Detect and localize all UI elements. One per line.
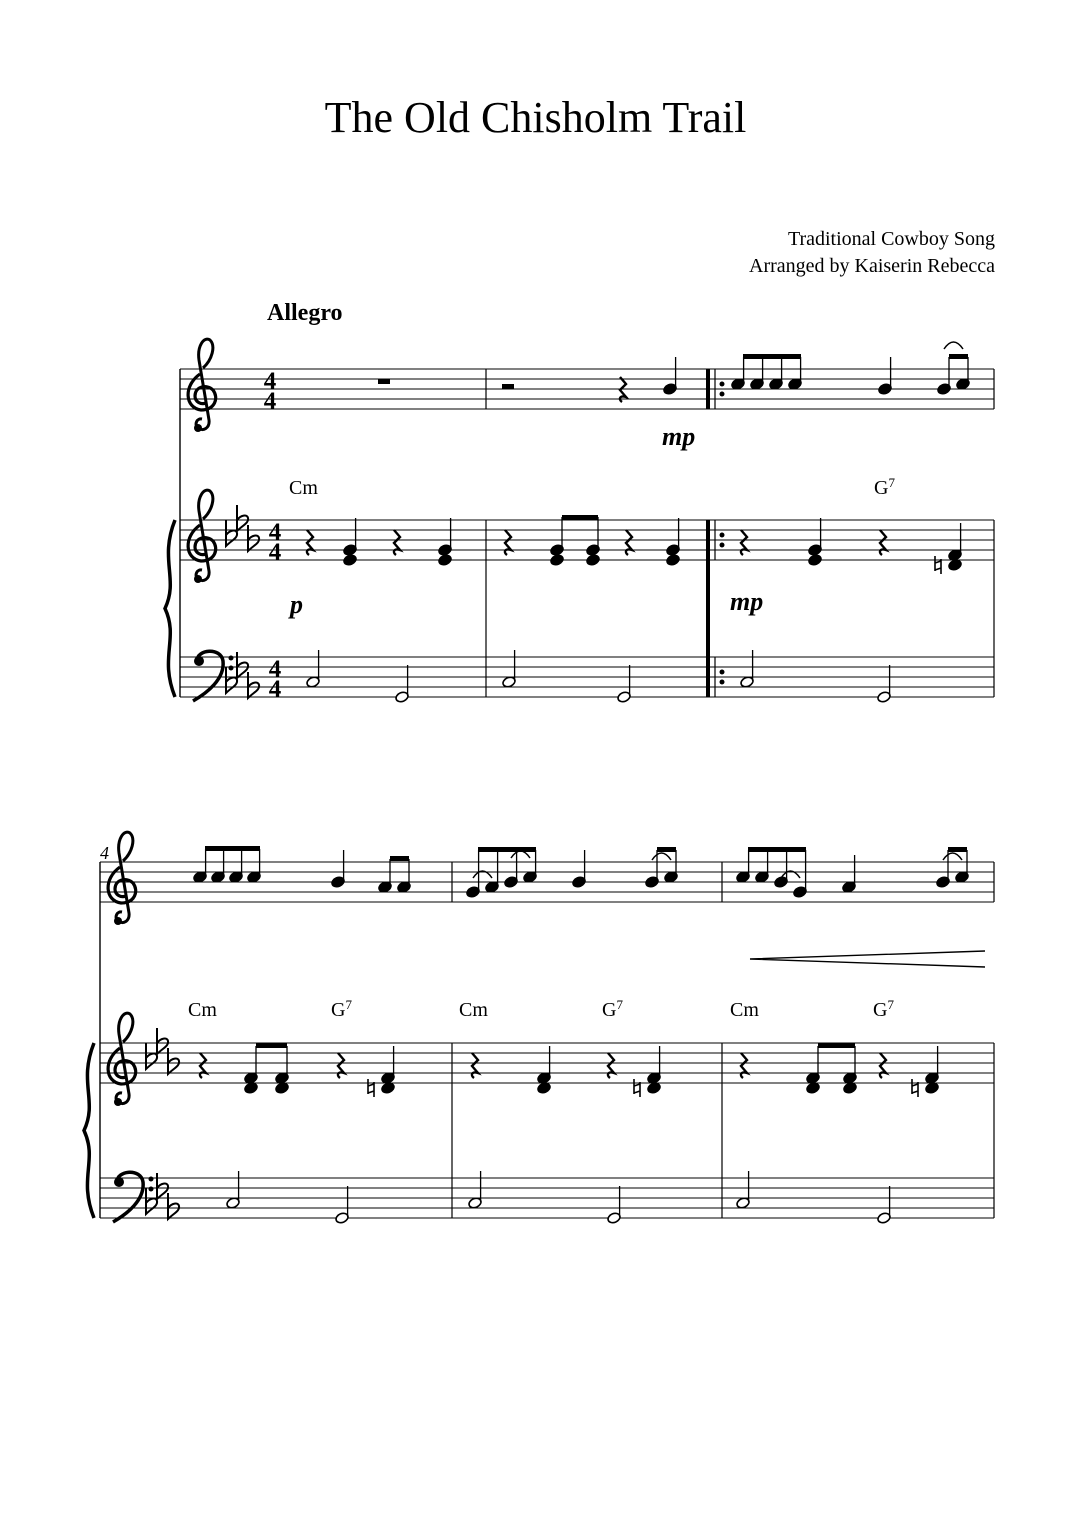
dynamic-p: p — [290, 590, 303, 619]
treble-clef — [188, 339, 216, 432]
quarter-rest — [880, 1053, 886, 1078]
chord-symbol: $G^7$ — [331, 997, 352, 1021]
time-sig-lower: 4 — [263, 388, 277, 415]
quarter-rest — [338, 1053, 344, 1078]
measure-number: 4 — [100, 843, 109, 863]
flat-accidental — [168, 1193, 179, 1219]
repeat-dot — [720, 392, 725, 397]
quarter-rest — [626, 530, 632, 555]
time-sig-upper: 4 — [268, 656, 282, 683]
time-sig-upper: 4 — [268, 519, 282, 546]
quarter-rest — [472, 1053, 478, 1078]
chord-symbol: $G^7$ — [873, 997, 894, 1021]
treble-clef — [108, 1013, 136, 1106]
quarter-rest — [741, 1053, 747, 1078]
piano-brace — [84, 1043, 94, 1218]
beam — [748, 847, 806, 852]
repeat-dot — [720, 543, 725, 548]
chord-symbol: Cm — [289, 477, 318, 499]
beam — [657, 847, 676, 852]
repeat-dot — [720, 670, 725, 675]
note-head — [586, 554, 601, 567]
repeat-dot — [720, 533, 725, 538]
slur — [652, 853, 671, 860]
crescendo-hairpin — [750, 951, 985, 967]
note-head — [666, 554, 681, 567]
half-rest — [502, 384, 514, 389]
flat-accidental — [146, 1043, 157, 1069]
notes-layer — [193, 342, 985, 1224]
quarter-rest — [880, 530, 886, 555]
treble-clef — [188, 490, 216, 583]
time-sig-upper: 4 — [263, 368, 277, 395]
chord-symbol: Cm — [459, 999, 488, 1021]
arranger-line: Arranged by Kaiserin Rebecca — [749, 255, 995, 277]
bass-clef — [193, 651, 234, 701]
beam — [256, 1043, 287, 1048]
beam — [390, 856, 409, 861]
flat-accidental — [248, 672, 259, 698]
piece-title: The Old Chisholm Trail — [324, 93, 747, 142]
beam — [562, 515, 598, 520]
time-sig-lower: 4 — [268, 539, 282, 566]
beam — [949, 354, 968, 359]
repeat-dot — [720, 382, 725, 387]
tempo-marking: Allegro — [267, 300, 343, 326]
note-head — [808, 554, 823, 567]
quarter-rest — [608, 1053, 614, 1078]
quarter-rest — [394, 530, 400, 555]
treble-clef — [108, 832, 136, 925]
flat-accidental — [226, 520, 237, 546]
chord-symbol: $G^7$ — [602, 997, 623, 1021]
flat-accidental — [157, 1028, 168, 1054]
slur — [943, 853, 962, 860]
composer-line: Traditional Cowboy Song — [787, 228, 995, 250]
beam — [478, 847, 536, 852]
slur — [511, 851, 530, 858]
dynamic-mp: mp — [662, 422, 696, 451]
text-layer — [100, 368, 895, 1021]
natural-accidental — [634, 1079, 640, 1097]
beam — [948, 847, 967, 852]
flat-accidental — [157, 1173, 168, 1199]
quarter-rest — [200, 1053, 206, 1078]
repeat-dot — [720, 680, 725, 685]
flat-accidental — [168, 1048, 179, 1074]
whole-rest — [378, 379, 390, 384]
natural-accidental — [935, 556, 941, 574]
beam — [205, 846, 260, 851]
dynamic-mp: mp — [730, 587, 764, 616]
quarter-rest — [741, 530, 747, 555]
chord-symbol: Cm — [730, 999, 759, 1021]
chord-symbol: Cm — [188, 999, 217, 1021]
natural-accidental — [912, 1079, 918, 1097]
note-head — [550, 554, 565, 567]
quarter-rest — [307, 530, 313, 555]
flat-accidental — [237, 652, 248, 678]
note-head — [343, 554, 358, 567]
quarter-rest — [505, 530, 511, 555]
flat-accidental — [146, 1188, 157, 1214]
beam — [743, 354, 801, 359]
slur — [944, 342, 963, 349]
flat-accidental — [226, 667, 237, 693]
beam — [818, 1043, 855, 1048]
bass-clef — [113, 1172, 154, 1222]
chord-symbol: $G^7$ — [874, 475, 895, 499]
piano-brace — [165, 520, 175, 697]
note-head — [438, 554, 453, 567]
flat-accidental — [248, 525, 259, 551]
flat-accidental — [237, 505, 248, 531]
natural-accidental — [368, 1079, 374, 1097]
time-sig-lower: 4 — [268, 676, 282, 703]
